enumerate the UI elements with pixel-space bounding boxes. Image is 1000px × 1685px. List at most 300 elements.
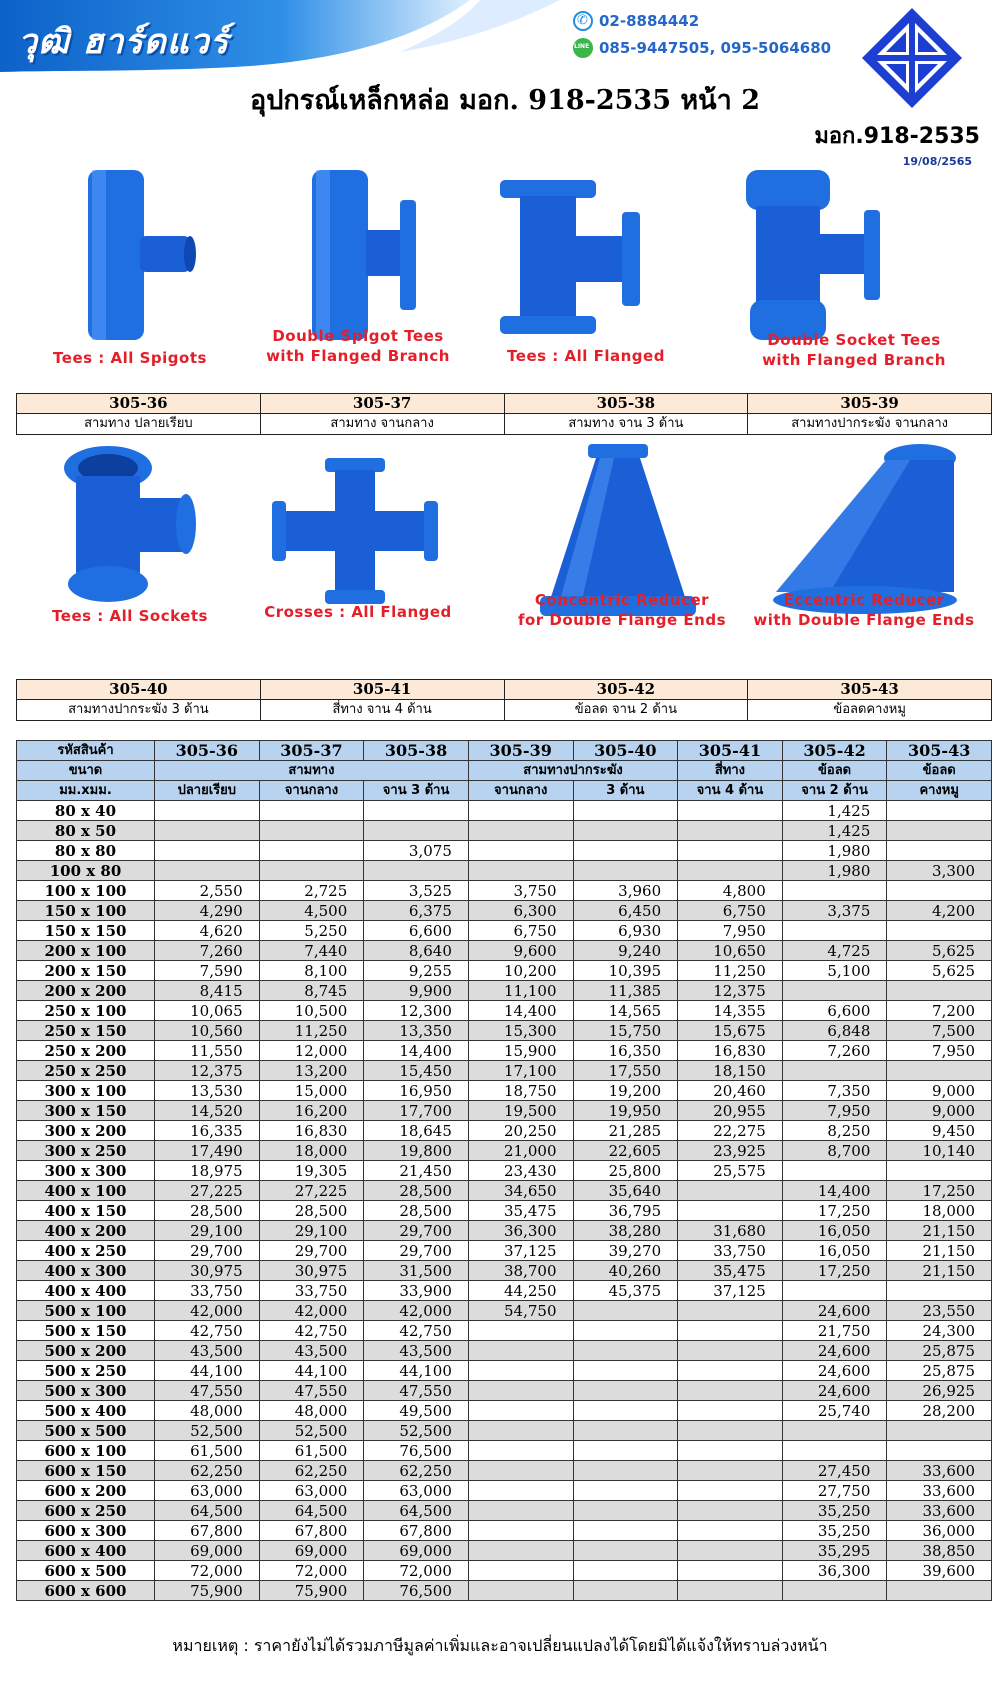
price-cell: 6,600 bbox=[782, 1001, 887, 1021]
price-cell: 9,000 bbox=[887, 1101, 992, 1121]
footnote: หมายเหตุ : ราคายังไม่ได้รวมภาษีมูลค่าเพิ่มและอาจเปลี่ยนแปลงได้โดยมิได้แจ้งให้ทราบล่วงหน้า bbox=[172, 1636, 828, 1655]
price-cell: 10,560 bbox=[155, 1021, 260, 1041]
price-cell bbox=[468, 1341, 573, 1361]
table-code-header bbox=[17, 741, 992, 761]
size-cell: 500 x 400 bbox=[17, 1401, 155, 1421]
price-cell: 16,050 bbox=[782, 1241, 887, 1261]
group-eccentric: ข้อลด bbox=[887, 761, 992, 781]
price-cell bbox=[468, 1461, 573, 1481]
price-cell: 61,500 bbox=[155, 1441, 260, 1461]
caption-line: with Flanged Branch bbox=[266, 347, 450, 365]
product-code: 305-39 bbox=[840, 394, 899, 412]
price-cell: 43,500 bbox=[364, 1341, 469, 1361]
caption-line: with Double Flange Ends bbox=[753, 611, 975, 629]
price-cell bbox=[887, 1581, 992, 1601]
price-cell: 63,000 bbox=[155, 1481, 260, 1501]
price-cell: 6,750 bbox=[468, 921, 573, 941]
price-cell: 38,700 bbox=[468, 1261, 573, 1281]
price-cell: 27,225 bbox=[259, 1181, 364, 1201]
price-cell bbox=[468, 1421, 573, 1441]
table-row bbox=[17, 1261, 992, 1281]
caption-line: Eccentric Reducer bbox=[783, 591, 945, 609]
price-cell: 15,900 bbox=[468, 1041, 573, 1061]
price-cell: 8,640 bbox=[364, 941, 469, 961]
price-cell: 24,600 bbox=[782, 1381, 887, 1401]
price-cell: 12,000 bbox=[259, 1041, 364, 1061]
name-row bbox=[17, 414, 991, 434]
price-cell: 18,000 bbox=[887, 1201, 992, 1221]
price-cell bbox=[678, 1401, 783, 1421]
price-cell bbox=[468, 1561, 573, 1581]
col-code: 305-39 bbox=[468, 741, 573, 761]
caption-305-36 bbox=[16, 348, 244, 368]
price-cell: 6,600 bbox=[364, 921, 469, 941]
price-cell: 76,500 bbox=[364, 1441, 469, 1461]
price-cell: 1,425 bbox=[782, 821, 887, 841]
price-cell bbox=[573, 841, 678, 861]
tee-all-sockets-icon bbox=[60, 440, 210, 610]
price-cell: 10,140 bbox=[887, 1141, 992, 1161]
sub-header: ปลายเรียบ bbox=[155, 781, 260, 801]
size-cell: 600 x 300 bbox=[17, 1521, 155, 1541]
price-cell bbox=[573, 1561, 678, 1581]
group-reducer: ข้อลด bbox=[782, 761, 887, 781]
price-cell: 39,600 bbox=[887, 1561, 992, 1581]
caption-305-38 bbox=[472, 346, 700, 366]
price-cell bbox=[259, 801, 364, 821]
sub-header: จาน 2 ด้าน bbox=[782, 781, 887, 801]
price-cell bbox=[573, 821, 678, 841]
price-cell bbox=[782, 921, 887, 941]
price-cell bbox=[468, 801, 573, 821]
price-cell: 7,500 bbox=[887, 1021, 992, 1041]
price-cell: 11,250 bbox=[259, 1021, 364, 1041]
price-cell: 20,250 bbox=[468, 1121, 573, 1141]
line-numbers: 085-9447505, 095-5064680 bbox=[599, 39, 832, 57]
price-cell: 17,250 bbox=[887, 1181, 992, 1201]
table-row bbox=[17, 1181, 992, 1201]
price-cell: 4,500 bbox=[259, 901, 364, 921]
price-cell bbox=[782, 1161, 887, 1181]
product-code: 305-40 bbox=[17, 680, 261, 699]
price-cell: 18,000 bbox=[259, 1141, 364, 1161]
price-cell: 9,000 bbox=[887, 1081, 992, 1101]
price-cell: 52,500 bbox=[155, 1421, 260, 1441]
price-cell: 9,600 bbox=[468, 941, 573, 961]
price-cell: 4,200 bbox=[887, 901, 992, 921]
price-cell: 47,550 bbox=[364, 1381, 469, 1401]
price-cell: 3,960 bbox=[573, 881, 678, 901]
price-cell bbox=[678, 861, 783, 881]
price-cell: 28,500 bbox=[259, 1201, 364, 1221]
product-name: ข้อลดคางหมู bbox=[833, 702, 906, 717]
size-cell: 100 x 80 bbox=[17, 861, 155, 881]
price-cell: 7,350 bbox=[782, 1081, 887, 1101]
price-cell bbox=[155, 801, 260, 821]
price-cell: 38,850 bbox=[887, 1541, 992, 1561]
price-cell: 29,700 bbox=[259, 1241, 364, 1261]
price-cell: 30,975 bbox=[155, 1261, 260, 1281]
price-cell bbox=[678, 1381, 783, 1401]
group-tee: สามทาง bbox=[155, 761, 469, 781]
price-cell bbox=[155, 821, 260, 841]
price-cell: 7,950 bbox=[887, 1041, 992, 1061]
price-cell: 37,125 bbox=[678, 1281, 783, 1301]
price-cell bbox=[468, 841, 573, 861]
caption-305-42 bbox=[508, 590, 736, 630]
price-cell: 16,830 bbox=[259, 1121, 364, 1141]
price-cell: 2,725 bbox=[259, 881, 364, 901]
size-cell: 250 x 200 bbox=[17, 1041, 155, 1061]
price-cell: 35,475 bbox=[468, 1201, 573, 1221]
price-cell: 62,250 bbox=[155, 1461, 260, 1481]
price-cell: 15,450 bbox=[364, 1061, 469, 1081]
size-cell: 600 x 500 bbox=[17, 1561, 155, 1581]
caption-305-41 bbox=[244, 602, 472, 622]
price-cell: 28,500 bbox=[364, 1201, 469, 1221]
price-cell: 33,750 bbox=[155, 1281, 260, 1301]
price-cell: 20,955 bbox=[678, 1101, 783, 1121]
price-cell: 21,450 bbox=[364, 1161, 469, 1181]
price-cell: 44,250 bbox=[468, 1281, 573, 1301]
price-cell: 21,750 bbox=[782, 1321, 887, 1341]
price-cell bbox=[678, 1461, 783, 1481]
size-cell: 600 x 250 bbox=[17, 1501, 155, 1521]
price-cell: 14,400 bbox=[364, 1041, 469, 1061]
price-cell bbox=[887, 1061, 992, 1081]
size-cell: 400 x 100 bbox=[17, 1181, 155, 1201]
price-cell: 42,750 bbox=[259, 1321, 364, 1341]
price-cell bbox=[259, 821, 364, 841]
standard-label: มอก.918-2535 bbox=[814, 124, 980, 149]
product-code: 305-42 bbox=[505, 680, 749, 699]
size-cell: 300 x 150 bbox=[17, 1101, 155, 1121]
product-name: สามทาง ปลายเรียบ bbox=[17, 414, 261, 434]
corner-code-label: รหัสสินค้า bbox=[17, 741, 155, 761]
price-cell: 42,750 bbox=[155, 1321, 260, 1341]
price-cell: 3,375 bbox=[782, 901, 887, 921]
table-row bbox=[17, 1361, 992, 1381]
size-cell: 400 x 400 bbox=[17, 1281, 155, 1301]
price-cell: 44,100 bbox=[259, 1361, 364, 1381]
table-row bbox=[17, 901, 992, 921]
table-row bbox=[17, 861, 992, 881]
price-cell: 23,430 bbox=[468, 1161, 573, 1181]
code-strip-row1 bbox=[16, 393, 992, 435]
caption-line: Double Socket Tees bbox=[767, 331, 941, 349]
corner-unit-label: มม.xมม. bbox=[17, 781, 155, 801]
price-cell: 48,000 bbox=[155, 1401, 260, 1421]
price-cell bbox=[887, 981, 992, 1001]
price-cell: 35,295 bbox=[782, 1541, 887, 1561]
product-code: 305-37 bbox=[261, 394, 505, 413]
size-cell: 80 x 80 bbox=[17, 841, 155, 861]
price-cell bbox=[573, 1321, 678, 1341]
price-cell bbox=[782, 1281, 887, 1301]
price-cell: 29,700 bbox=[364, 1221, 469, 1241]
caption-line: for Double Flange Ends bbox=[517, 611, 727, 629]
caption-line: Crosses : All Flanged bbox=[264, 603, 452, 621]
price-cell: 7,950 bbox=[782, 1101, 887, 1121]
price-cell: 17,700 bbox=[364, 1101, 469, 1121]
price-cell bbox=[678, 1581, 783, 1601]
price-cell: 48,000 bbox=[259, 1401, 364, 1421]
price-cell: 6,930 bbox=[573, 921, 678, 941]
product-name: สามทาง จาน 3 ด้าน bbox=[505, 414, 749, 434]
price-cell bbox=[259, 861, 364, 881]
table-row bbox=[17, 1501, 992, 1521]
price-cell: 33,600 bbox=[887, 1481, 992, 1501]
price-cell bbox=[678, 821, 783, 841]
table-row bbox=[17, 1021, 992, 1041]
price-cell bbox=[678, 1301, 783, 1321]
price-cell: 15,000 bbox=[259, 1081, 364, 1101]
price-cell bbox=[887, 1421, 992, 1441]
code-row bbox=[17, 680, 991, 700]
col-code: 305-36 bbox=[155, 741, 260, 761]
price-cell: 24,600 bbox=[782, 1341, 887, 1361]
table-row bbox=[17, 1041, 992, 1061]
table-row bbox=[17, 981, 992, 1001]
price-cell: 6,450 bbox=[573, 901, 678, 921]
price-table-body bbox=[17, 801, 992, 1601]
brand-banner bbox=[0, 0, 560, 72]
size-cell: 150 x 150 bbox=[17, 921, 155, 941]
price-cell: 42,000 bbox=[259, 1301, 364, 1321]
price-cell bbox=[573, 1461, 678, 1481]
price-cell bbox=[468, 1381, 573, 1401]
price-cell bbox=[887, 921, 992, 941]
price-cell bbox=[364, 801, 469, 821]
table-row bbox=[17, 1421, 992, 1441]
price-cell: 10,200 bbox=[468, 961, 573, 981]
price-cell: 47,550 bbox=[155, 1381, 260, 1401]
price-cell bbox=[782, 981, 887, 1001]
price-cell: 69,000 bbox=[364, 1541, 469, 1561]
price-cell: 19,305 bbox=[259, 1161, 364, 1181]
price-cell: 62,250 bbox=[364, 1461, 469, 1481]
size-cell: 600 x 200 bbox=[17, 1481, 155, 1501]
price-cell: 25,875 bbox=[887, 1361, 992, 1381]
table-row bbox=[17, 1281, 992, 1301]
price-cell: 21,285 bbox=[573, 1121, 678, 1141]
caption-line: with Flanged Branch bbox=[762, 351, 946, 369]
price-cell: 28,200 bbox=[887, 1401, 992, 1421]
price-cell bbox=[573, 1341, 678, 1361]
tee-socket-flanged-icon bbox=[730, 166, 890, 346]
price-cell: 11,100 bbox=[468, 981, 573, 1001]
price-cell: 36,795 bbox=[573, 1201, 678, 1221]
price-cell: 8,250 bbox=[782, 1121, 887, 1141]
price-cell: 15,300 bbox=[468, 1021, 573, 1041]
price-cell bbox=[573, 1441, 678, 1461]
price-cell: 27,750 bbox=[782, 1481, 887, 1501]
price-cell bbox=[468, 1321, 573, 1341]
price-cell: 26,925 bbox=[887, 1381, 992, 1401]
price-cell: 36,300 bbox=[468, 1221, 573, 1241]
price-cell bbox=[573, 1481, 678, 1501]
price-cell bbox=[468, 1361, 573, 1381]
price-cell bbox=[887, 841, 992, 861]
price-cell bbox=[887, 801, 992, 821]
size-cell: 400 x 200 bbox=[17, 1221, 155, 1241]
size-cell: 600 x 150 bbox=[17, 1461, 155, 1481]
price-cell: 16,200 bbox=[259, 1101, 364, 1121]
size-cell: 200 x 150 bbox=[17, 961, 155, 981]
size-cell: 400 x 300 bbox=[17, 1261, 155, 1281]
tee-flanged-branch-icon bbox=[290, 166, 430, 346]
table-row bbox=[17, 1401, 992, 1421]
price-cell bbox=[573, 1301, 678, 1321]
size-cell: 500 x 300 bbox=[17, 1381, 155, 1401]
sub-header: คางหมู bbox=[887, 781, 992, 801]
table-row bbox=[17, 841, 992, 861]
price-cell: 8,700 bbox=[782, 1141, 887, 1161]
price-cell: 4,800 bbox=[678, 881, 783, 901]
table-row bbox=[17, 1141, 992, 1161]
price-cell: 63,000 bbox=[364, 1481, 469, 1501]
caption-line: Tees : All Spigots bbox=[53, 349, 207, 367]
price-cell: 3,075 bbox=[364, 841, 469, 861]
price-cell bbox=[468, 1541, 573, 1561]
price-cell: 19,200 bbox=[573, 1081, 678, 1101]
price-cell: 5,100 bbox=[782, 961, 887, 981]
line-app-icon bbox=[573, 38, 593, 58]
table-row bbox=[17, 1321, 992, 1341]
price-cell bbox=[468, 1501, 573, 1521]
price-cell bbox=[678, 841, 783, 861]
price-cell: 69,000 bbox=[259, 1541, 364, 1561]
price-cell: 43,500 bbox=[155, 1341, 260, 1361]
table-row bbox=[17, 921, 992, 941]
price-cell: 63,000 bbox=[259, 1481, 364, 1501]
price-cell: 4,725 bbox=[782, 941, 887, 961]
price-cell: 24,600 bbox=[782, 1361, 887, 1381]
col-code: 305-41 bbox=[678, 741, 783, 761]
table-row bbox=[17, 1061, 992, 1081]
price-cell: 28,500 bbox=[364, 1181, 469, 1201]
price-cell: 17,250 bbox=[782, 1201, 887, 1221]
price-cell: 17,250 bbox=[782, 1261, 887, 1281]
size-cell: 500 x 100 bbox=[17, 1301, 155, 1321]
price-cell: 37,125 bbox=[468, 1241, 573, 1261]
price-cell bbox=[887, 1161, 992, 1181]
price-cell: 29,700 bbox=[364, 1241, 469, 1261]
price-cell: 3,300 bbox=[887, 861, 992, 881]
price-cell: 27,450 bbox=[782, 1461, 887, 1481]
price-cell bbox=[887, 881, 992, 901]
price-cell: 6,300 bbox=[468, 901, 573, 921]
price-cell: 38,280 bbox=[573, 1221, 678, 1241]
code-strip-row2 bbox=[16, 679, 992, 721]
price-cell: 2,550 bbox=[155, 881, 260, 901]
price-cell bbox=[155, 841, 260, 861]
price-cell bbox=[364, 861, 469, 881]
corner-size-label: ขนาด bbox=[17, 761, 155, 781]
table-row bbox=[17, 1301, 992, 1321]
price-cell bbox=[782, 881, 887, 901]
size-cell: 300 x 250 bbox=[17, 1141, 155, 1161]
price-cell: 12,300 bbox=[364, 1001, 469, 1021]
price-cell: 42,000 bbox=[364, 1301, 469, 1321]
price-cell: 1,425 bbox=[782, 801, 887, 821]
group-cross: สี่ทาง bbox=[678, 761, 783, 781]
price-cell: 61,500 bbox=[259, 1441, 364, 1461]
size-cell: 600 x 400 bbox=[17, 1541, 155, 1561]
table-row bbox=[17, 1461, 992, 1481]
price-cell: 21,150 bbox=[887, 1221, 992, 1241]
size-cell: 80 x 50 bbox=[17, 821, 155, 841]
price-cell: 13,200 bbox=[259, 1061, 364, 1081]
cross-all-flanged-icon bbox=[270, 456, 440, 606]
size-cell: 600 x 600 bbox=[17, 1581, 155, 1601]
price-cell: 14,520 bbox=[155, 1101, 260, 1121]
price-cell: 25,575 bbox=[678, 1161, 783, 1181]
size-cell: 400 x 250 bbox=[17, 1241, 155, 1261]
col-code: 305-40 bbox=[573, 741, 678, 761]
price-cell: 1,980 bbox=[782, 841, 887, 861]
price-cell bbox=[678, 1541, 783, 1561]
size-cell: 200 x 100 bbox=[17, 941, 155, 961]
col-code: 305-43 bbox=[887, 741, 992, 761]
size-cell: 80 x 40 bbox=[17, 801, 155, 821]
price-cell: 25,740 bbox=[782, 1401, 887, 1421]
price-cell bbox=[678, 801, 783, 821]
table-row bbox=[17, 1101, 992, 1121]
price-cell: 76,500 bbox=[364, 1581, 469, 1601]
price-cell: 11,385 bbox=[573, 981, 678, 1001]
price-cell: 23,925 bbox=[678, 1141, 783, 1161]
price-cell: 8,100 bbox=[259, 961, 364, 981]
table-row bbox=[17, 1121, 992, 1141]
price-cell: 16,950 bbox=[364, 1081, 469, 1101]
price-cell: 9,450 bbox=[887, 1121, 992, 1141]
price-cell bbox=[573, 1421, 678, 1441]
price-cell: 33,600 bbox=[887, 1501, 992, 1521]
table-row bbox=[17, 1241, 992, 1261]
code-row bbox=[17, 394, 991, 414]
size-cell: 250 x 150 bbox=[17, 1021, 155, 1041]
table-row bbox=[17, 1521, 992, 1541]
date-label: 19/08/2565 bbox=[902, 155, 972, 168]
size-cell: 200 x 200 bbox=[17, 981, 155, 1001]
price-cell: 1,980 bbox=[782, 861, 887, 881]
product-name: สามทาง จานกลาง bbox=[261, 414, 505, 434]
sub-header: จานกลาง bbox=[259, 781, 364, 801]
price-cell: 29,100 bbox=[259, 1221, 364, 1241]
price-cell: 64,500 bbox=[364, 1501, 469, 1521]
price-cell: 21,150 bbox=[887, 1261, 992, 1281]
price-cell: 25,800 bbox=[573, 1161, 678, 1181]
price-cell bbox=[678, 1321, 783, 1341]
price-cell: 15,675 bbox=[678, 1021, 783, 1041]
price-cell: 10,500 bbox=[259, 1001, 364, 1021]
price-cell: 14,400 bbox=[782, 1181, 887, 1201]
price-cell: 39,270 bbox=[573, 1241, 678, 1261]
price-cell: 21,150 bbox=[887, 1241, 992, 1261]
caption-305-40 bbox=[16, 606, 244, 626]
price-cell: 23,550 bbox=[887, 1301, 992, 1321]
tee-all-flanged-icon bbox=[498, 178, 648, 338]
price-cell bbox=[573, 1361, 678, 1381]
price-cell bbox=[887, 821, 992, 841]
price-cell: 33,900 bbox=[364, 1281, 469, 1301]
product-code: 305-41 bbox=[261, 680, 505, 699]
price-cell bbox=[678, 1521, 783, 1541]
price-cell: 28,500 bbox=[155, 1201, 260, 1221]
price-cell: 20,460 bbox=[678, 1081, 783, 1101]
price-cell: 35,640 bbox=[573, 1181, 678, 1201]
